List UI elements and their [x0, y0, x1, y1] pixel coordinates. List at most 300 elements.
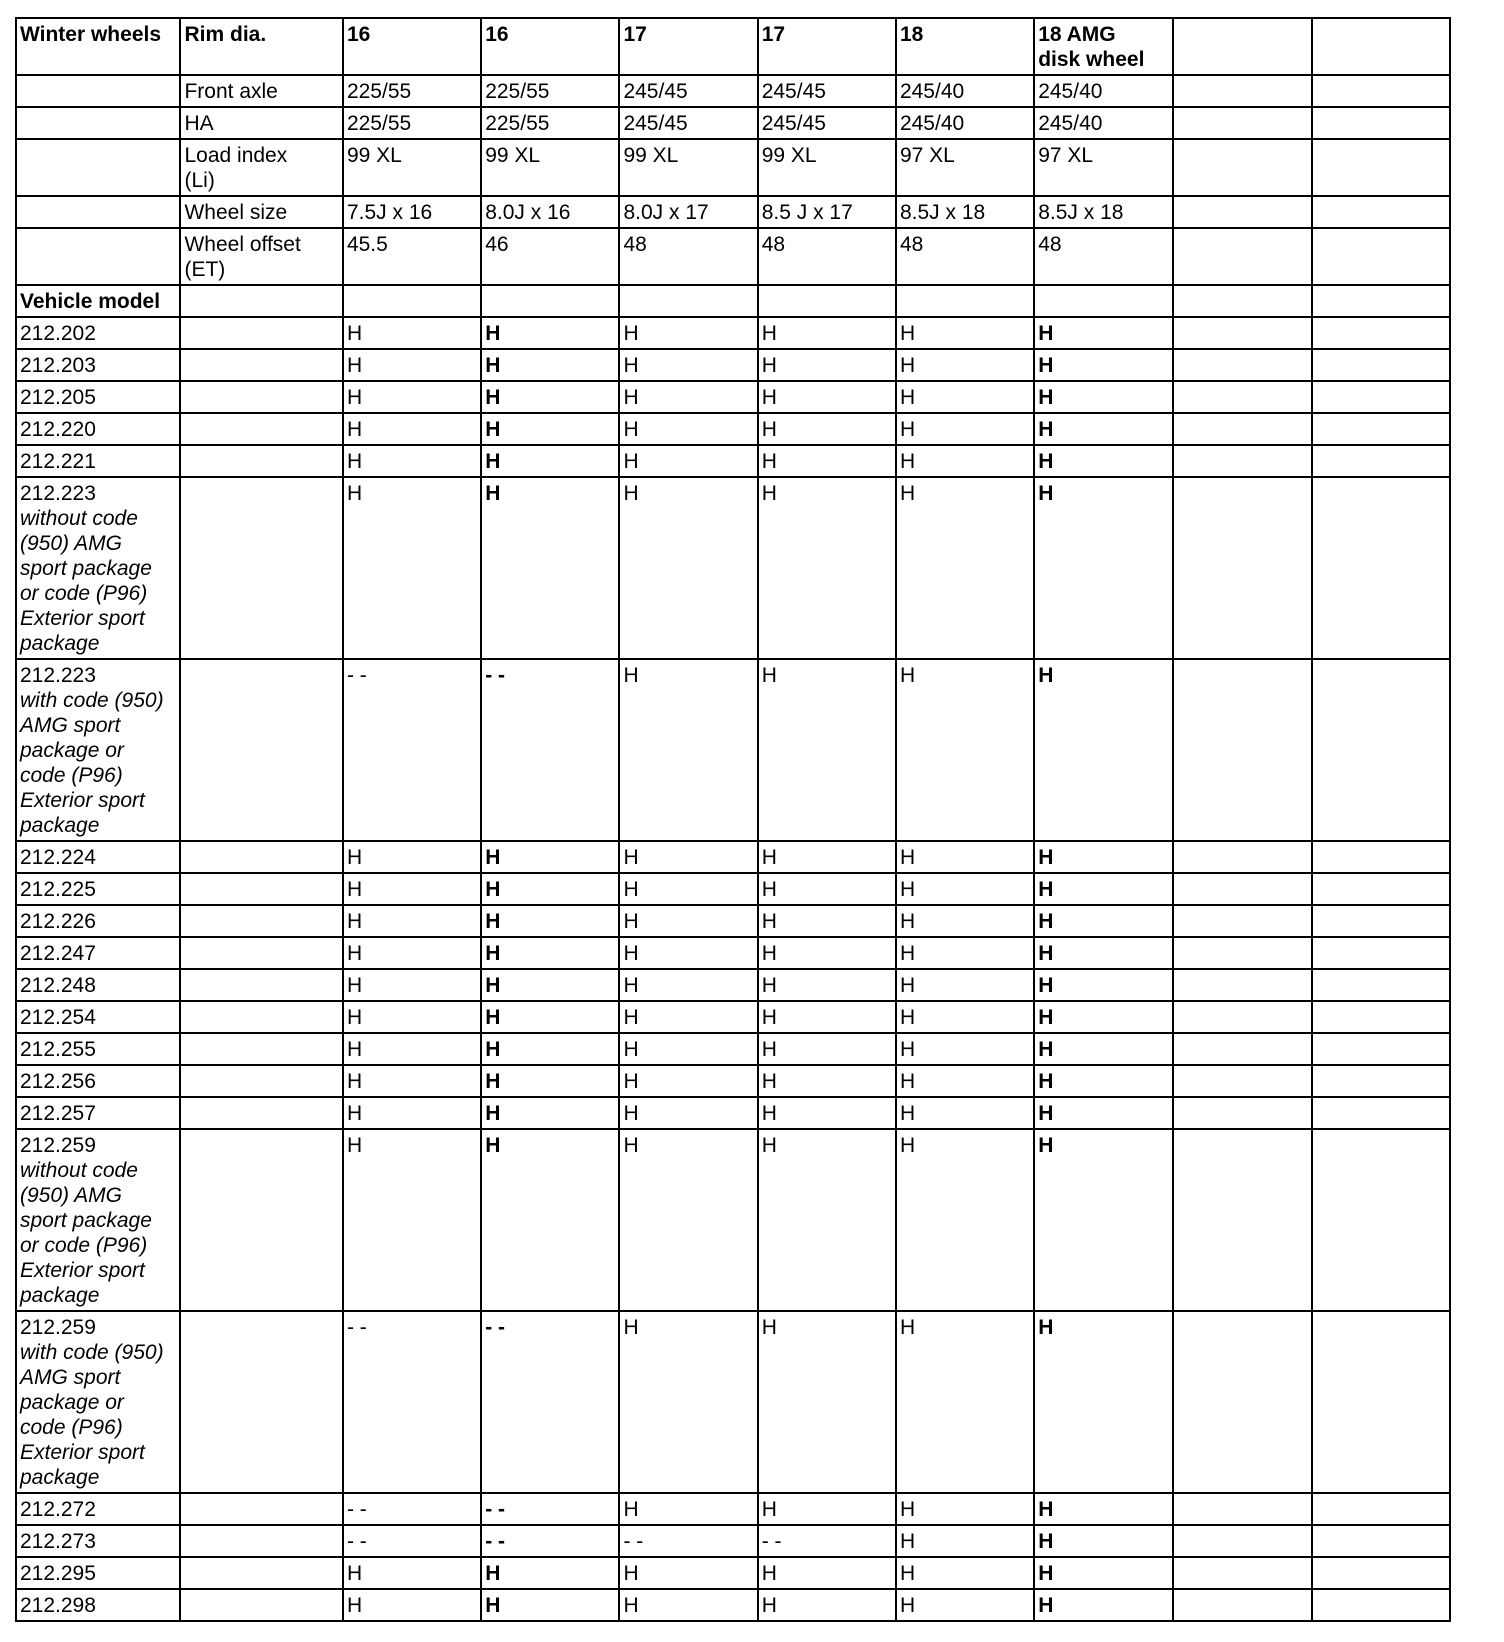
- fitment-cell: H: [343, 1097, 481, 1129]
- table-row: [16, 349, 1450, 381]
- model-number: 212.220: [20, 418, 96, 441]
- spec-value: [1312, 75, 1450, 107]
- rim-size-cell: 16: [343, 18, 481, 75]
- rim-size-cell: 17: [619, 18, 757, 75]
- fitment-cell: H: [619, 1589, 757, 1621]
- fitment-cell: [1173, 445, 1311, 477]
- fitment-cell: H: [619, 317, 757, 349]
- table-row: [16, 445, 1450, 477]
- model-number: 212.257: [20, 1102, 96, 1125]
- spec-value: 45.5: [343, 228, 481, 285]
- model-number: 212.256: [20, 1070, 96, 1093]
- fitment-cell: [1312, 905, 1450, 937]
- fitment-cell: H: [481, 969, 619, 1001]
- fitment-cell: H: [619, 413, 757, 445]
- spec-value: 48: [896, 228, 1034, 285]
- empty-cell: [180, 1033, 342, 1065]
- fitment-cell: [1173, 1557, 1311, 1589]
- table-row: [16, 381, 1450, 413]
- empty-cell: [180, 1311, 342, 1493]
- table-title: Winter wheels: [16, 18, 180, 75]
- vehicle-model-cell: [16, 659, 180, 841]
- fitment-cell: H: [896, 969, 1034, 1001]
- fitment-cell: H: [481, 1097, 619, 1129]
- empty-cell: [180, 1525, 342, 1557]
- empty-cell: [180, 1589, 342, 1621]
- fitment-cell: [1312, 445, 1450, 477]
- fitment-cell: H: [758, 1589, 896, 1621]
- fitment-cell: H: [481, 477, 619, 659]
- fitment-cell: [1173, 1097, 1311, 1129]
- fitment-cell: H: [1034, 381, 1173, 413]
- fitment-cell: H: [619, 659, 757, 841]
- spec-value: [1312, 228, 1450, 285]
- fitment-cell: H: [896, 937, 1034, 969]
- empty-cell: [180, 317, 342, 349]
- fitment-cell: [1312, 659, 1450, 841]
- fitment-cell: H: [343, 349, 481, 381]
- fitment-cell: [1312, 841, 1450, 873]
- spec-value: 99 XL: [481, 139, 619, 196]
- fitment-cell: [1173, 317, 1311, 349]
- fitment-cell: H: [896, 381, 1034, 413]
- empty-cell: [180, 1493, 342, 1525]
- fitment-cell: H: [619, 969, 757, 1001]
- spec-value: 245/40: [1034, 75, 1173, 107]
- model-number: 212.259: [20, 1316, 96, 1339]
- spec-value: 225/55: [343, 107, 481, 139]
- empty-cell: [1034, 285, 1173, 317]
- vehicle-model-cell: [16, 937, 180, 969]
- fitment-cell: [1173, 937, 1311, 969]
- rim-size-cell: 17: [758, 18, 896, 75]
- table-row: [16, 1065, 1450, 1097]
- fitment-cell: H: [619, 349, 757, 381]
- table-row: [16, 1129, 1450, 1311]
- fitment-cell: H: [896, 1129, 1034, 1311]
- spec-label: Front axle: [180, 75, 342, 107]
- rim-size-cell: [1173, 18, 1311, 75]
- fitment-cell: - -: [758, 1525, 896, 1557]
- fitment-cell: H: [619, 873, 757, 905]
- fitment-cell: H: [343, 1065, 481, 1097]
- fitment-cell: - -: [619, 1525, 757, 1557]
- empty-cell: [896, 285, 1034, 317]
- empty-cell: [180, 969, 342, 1001]
- fitment-cell: H: [758, 841, 896, 873]
- fitment-cell: H: [758, 659, 896, 841]
- spec-value: 245/40: [896, 107, 1034, 139]
- fitment-cell: [1312, 1557, 1450, 1589]
- fitment-cell: [1173, 381, 1311, 413]
- model-number: 212.224: [20, 846, 96, 869]
- fitment-cell: H: [481, 1129, 619, 1311]
- empty-cell: [481, 285, 619, 317]
- fitment-cell: [1312, 413, 1450, 445]
- fitment-cell: [1173, 1065, 1311, 1097]
- fitment-cell: H: [758, 381, 896, 413]
- vehicle-model-cell: [16, 317, 180, 349]
- model-number: 212.295: [20, 1562, 96, 1585]
- fitment-cell: H: [481, 873, 619, 905]
- spec-value: 225/55: [481, 75, 619, 107]
- vehicle-model-cell: [16, 349, 180, 381]
- spec-row: [16, 139, 1450, 196]
- fitment-cell: H: [343, 905, 481, 937]
- spec-label: Load index (Li): [180, 139, 342, 196]
- model-number: 212.259: [20, 1134, 96, 1157]
- spec-value: [1312, 139, 1450, 196]
- table-row: [16, 413, 1450, 445]
- fitment-cell: H: [481, 937, 619, 969]
- empty-cell: [180, 1557, 342, 1589]
- fitment-cell: H: [481, 1033, 619, 1065]
- vehicle-model-header-row: [16, 285, 1450, 317]
- fitment-cell: H: [758, 1493, 896, 1525]
- vehicle-model-cell: [16, 445, 180, 477]
- spec-value: 225/55: [343, 75, 481, 107]
- empty-cell: [1312, 285, 1450, 317]
- model-number: 212.226: [20, 910, 96, 933]
- model-number: 212.272: [20, 1498, 96, 1521]
- table-row: [16, 873, 1450, 905]
- fitment-cell: H: [896, 1311, 1034, 1493]
- empty-cell: [180, 285, 342, 317]
- fitment-cell: H: [896, 1001, 1034, 1033]
- fitment-cell: [1312, 349, 1450, 381]
- spec-value: 8.5J x 18: [1034, 196, 1173, 228]
- model-note: with code (950) AMG sport package or code (P96) Exterior sport package: [20, 1341, 164, 1489]
- spec-label: Wheel offset (ET): [180, 228, 342, 285]
- fitment-cell: H: [896, 1525, 1034, 1557]
- table-row: [16, 937, 1450, 969]
- fitment-cell: [1173, 349, 1311, 381]
- fitment-cell: H: [896, 841, 1034, 873]
- fitment-cell: H: [758, 445, 896, 477]
- table-row: [16, 1525, 1450, 1557]
- spec-label: Wheel size: [180, 196, 342, 228]
- fitment-cell: [1173, 1311, 1311, 1493]
- fitment-cell: [1173, 477, 1311, 659]
- fitment-cell: H: [896, 1065, 1034, 1097]
- fitment-cell: H: [758, 873, 896, 905]
- spec-value: 7.5J x 16: [343, 196, 481, 228]
- fitment-cell: H: [758, 1033, 896, 1065]
- rim-size-cell: 18: [896, 18, 1034, 75]
- fitment-cell: H: [481, 381, 619, 413]
- model-number: 212.202: [20, 322, 96, 345]
- fitment-cell: H: [481, 317, 619, 349]
- empty-cell: [180, 477, 342, 659]
- fitment-cell: - -: [343, 1493, 481, 1525]
- spec-row: [16, 75, 1450, 107]
- model-number: 212.225: [20, 878, 96, 901]
- table-row: [16, 1311, 1450, 1493]
- table-row: [16, 1557, 1450, 1589]
- fitment-cell: - -: [481, 1493, 619, 1525]
- table-row: [16, 1097, 1450, 1129]
- empty-cell: [180, 1001, 342, 1033]
- rim-size-cell: 16: [481, 18, 619, 75]
- fitment-cell: H: [481, 445, 619, 477]
- vehicle-model-cell: [16, 873, 180, 905]
- fitment-cell: H: [619, 477, 757, 659]
- fitment-cell: H: [758, 905, 896, 937]
- spec-value: [1173, 107, 1311, 139]
- empty-cell: [16, 107, 180, 139]
- fitment-cell: H: [758, 477, 896, 659]
- fitment-cell: [1173, 873, 1311, 905]
- fitment-cell: H: [758, 413, 896, 445]
- fitment-cell: H: [896, 905, 1034, 937]
- fitment-cell: H: [1034, 413, 1173, 445]
- empty-cell: [180, 349, 342, 381]
- spec-value: [1173, 139, 1311, 196]
- fitment-cell: H: [619, 1097, 757, 1129]
- vehicle-model-cell: [16, 1311, 180, 1493]
- fitment-cell: H: [758, 1065, 896, 1097]
- fitment-cell: H: [343, 873, 481, 905]
- fitment-cell: H: [1034, 1065, 1173, 1097]
- fitment-cell: H: [1034, 873, 1173, 905]
- fitment-cell: - -: [343, 1311, 481, 1493]
- model-number: 212.254: [20, 1006, 96, 1029]
- fitment-cell: [1173, 1493, 1311, 1525]
- empty-cell: [180, 905, 342, 937]
- spec-value: 99 XL: [758, 139, 896, 196]
- model-number: 212.203: [20, 354, 96, 377]
- empty-cell: [758, 285, 896, 317]
- fitment-cell: H: [1034, 349, 1173, 381]
- fitment-cell: [1173, 659, 1311, 841]
- vehicle-model-cell: [16, 1033, 180, 1065]
- fitment-cell: H: [1034, 1097, 1173, 1129]
- empty-cell: [180, 381, 342, 413]
- fitment-cell: H: [619, 445, 757, 477]
- spec-row: [16, 107, 1450, 139]
- empty-cell: [180, 659, 342, 841]
- table-row: [16, 969, 1450, 1001]
- model-number: 212.273: [20, 1530, 96, 1553]
- vehicle-model-cell: [16, 381, 180, 413]
- vehicle-model-cell: [16, 969, 180, 1001]
- fitment-cell: [1173, 1129, 1311, 1311]
- fitment-cell: H: [758, 349, 896, 381]
- empty-cell: [343, 285, 481, 317]
- rim-dia-label: Rim dia.: [180, 18, 342, 75]
- fitment-cell: H: [896, 413, 1034, 445]
- model-number: 212.247: [20, 942, 96, 965]
- fitment-cell: H: [1034, 1001, 1173, 1033]
- spec-value: 8.5J x 18: [896, 196, 1034, 228]
- spec-value: 245/45: [758, 75, 896, 107]
- fitment-cell: [1173, 1525, 1311, 1557]
- fitment-cell: [1312, 1065, 1450, 1097]
- fitment-cell: H: [896, 349, 1034, 381]
- fitment-cell: H: [758, 317, 896, 349]
- vehicle-model-label: Vehicle model: [16, 285, 180, 317]
- rim-size-cell: [1312, 18, 1450, 75]
- fitment-cell: H: [619, 841, 757, 873]
- header-row: [16, 18, 1450, 75]
- model-number: 212.298: [20, 1594, 96, 1617]
- empty-cell: [16, 139, 180, 196]
- empty-cell: [180, 937, 342, 969]
- fitment-cell: [1312, 381, 1450, 413]
- fitment-cell: H: [619, 1033, 757, 1065]
- fitment-cell: H: [619, 1311, 757, 1493]
- fitment-cell: H: [1034, 1557, 1173, 1589]
- fitment-cell: H: [343, 1557, 481, 1589]
- fitment-cell: H: [343, 1001, 481, 1033]
- fitment-cell: H: [896, 477, 1034, 659]
- fitment-cell: H: [896, 1493, 1034, 1525]
- fitment-cell: [1312, 1097, 1450, 1129]
- spec-value: 245/45: [619, 75, 757, 107]
- fitment-cell: H: [343, 841, 481, 873]
- empty-cell: [180, 1129, 342, 1311]
- fitment-cell: H: [481, 349, 619, 381]
- fitment-cell: H: [481, 905, 619, 937]
- model-number: 212.221: [20, 450, 96, 473]
- fitment-cell: H: [1034, 905, 1173, 937]
- fitment-cell: H: [758, 1557, 896, 1589]
- spec-value: [1173, 228, 1311, 285]
- fitment-cell: H: [619, 1493, 757, 1525]
- fitment-cell: H: [896, 1589, 1034, 1621]
- fitment-cell: H: [619, 1001, 757, 1033]
- spec-row: [16, 228, 1450, 285]
- fitment-cell: H: [1034, 1129, 1173, 1311]
- fitment-cell: H: [1034, 659, 1173, 841]
- empty-cell: [180, 873, 342, 905]
- model-note: with code (950) AMG sport package or code (P96) Exterior sport package: [20, 689, 164, 837]
- spec-label: HA: [180, 107, 342, 139]
- model-number: 212.255: [20, 1038, 96, 1061]
- fitment-cell: [1173, 1001, 1311, 1033]
- fitment-cell: - -: [481, 1525, 619, 1557]
- model-number: 212.248: [20, 974, 96, 997]
- fitment-cell: [1312, 969, 1450, 1001]
- fitment-cell: H: [619, 937, 757, 969]
- spec-value: 99 XL: [343, 139, 481, 196]
- spec-value: 8.0J x 17: [619, 196, 757, 228]
- fitment-cell: [1173, 1033, 1311, 1065]
- fitment-cell: H: [343, 381, 481, 413]
- fitment-cell: [1312, 937, 1450, 969]
- fitment-cell: H: [481, 413, 619, 445]
- empty-cell: [180, 445, 342, 477]
- fitment-cell: H: [619, 905, 757, 937]
- fitment-cell: [1173, 841, 1311, 873]
- fitment-cell: [1312, 1493, 1450, 1525]
- empty-cell: [180, 413, 342, 445]
- fitment-cell: H: [343, 1129, 481, 1311]
- table-row: [16, 477, 1450, 659]
- fitment-cell: H: [896, 1097, 1034, 1129]
- empty-cell: [1173, 285, 1311, 317]
- fitment-cell: - -: [343, 1525, 481, 1557]
- fitment-cell: H: [1034, 1589, 1173, 1621]
- spec-value: 245/45: [619, 107, 757, 139]
- vehicle-model-cell: [16, 477, 180, 659]
- fitment-cell: [1173, 969, 1311, 1001]
- fitment-cell: [1312, 1001, 1450, 1033]
- spec-value: 46: [481, 228, 619, 285]
- fitment-cell: H: [896, 873, 1034, 905]
- vehicle-model-cell: [16, 1065, 180, 1097]
- vehicle-model-cell: [16, 1097, 180, 1129]
- fitment-cell: H: [1034, 841, 1173, 873]
- fitment-cell: [1173, 905, 1311, 937]
- spec-value: 48: [1034, 228, 1173, 285]
- table-row: [16, 905, 1450, 937]
- fitment-cell: H: [1034, 1033, 1173, 1065]
- fitment-cell: H: [619, 1557, 757, 1589]
- empty-cell: [180, 841, 342, 873]
- spec-row: [16, 196, 1450, 228]
- fitment-cell: [1173, 413, 1311, 445]
- vehicle-model-cell: [16, 1493, 180, 1525]
- table-row: [16, 1033, 1450, 1065]
- spec-value: 245/45: [758, 107, 896, 139]
- table-row: [16, 317, 1450, 349]
- fitment-cell: [1312, 317, 1450, 349]
- fitment-cell: H: [343, 969, 481, 1001]
- fitment-cell: H: [896, 317, 1034, 349]
- model-note: without code (950) AMG sport package or code (P96) Exterior sport package: [20, 1159, 152, 1307]
- spec-value: [1173, 75, 1311, 107]
- empty-cell: [16, 75, 180, 107]
- spec-value: 225/55: [481, 107, 619, 139]
- vehicle-model-cell: [16, 1525, 180, 1557]
- table-row: [16, 1493, 1450, 1525]
- vehicle-model-cell: [16, 1129, 180, 1311]
- fitment-cell: H: [896, 445, 1034, 477]
- vehicle-model-cell: [16, 1589, 180, 1621]
- spec-value: 245/40: [896, 75, 1034, 107]
- fitment-cell: H: [619, 1129, 757, 1311]
- fitment-cell: [1312, 873, 1450, 905]
- fitment-cell: H: [896, 1557, 1034, 1589]
- vehicle-model-cell: [16, 413, 180, 445]
- fitment-cell: - -: [343, 659, 481, 841]
- empty-cell: [619, 285, 757, 317]
- model-number: 212.223: [20, 664, 96, 687]
- spec-value: 48: [758, 228, 896, 285]
- model-number: 212.223: [20, 482, 96, 505]
- fitment-cell: H: [1034, 1493, 1173, 1525]
- fitment-cell: H: [481, 1557, 619, 1589]
- fitment-cell: - -: [481, 659, 619, 841]
- fitment-cell: [1173, 1589, 1311, 1621]
- model-note: without code (950) AMG sport package or code (P96) Exterior sport package: [20, 507, 152, 655]
- vehicle-model-cell: [16, 905, 180, 937]
- vehicle-model-cell: [16, 1001, 180, 1033]
- fitment-cell: H: [758, 969, 896, 1001]
- fitment-cell: H: [481, 1065, 619, 1097]
- spec-value: 245/40: [1034, 107, 1173, 139]
- winter-wheels-table: [15, 17, 1451, 1622]
- table-row: [16, 1001, 1450, 1033]
- fitment-cell: H: [343, 413, 481, 445]
- fitment-cell: H: [758, 1311, 896, 1493]
- fitment-cell: H: [758, 1001, 896, 1033]
- fitment-cell: [1312, 1525, 1450, 1557]
- fitment-cell: H: [343, 1589, 481, 1621]
- spec-value: 8.5 J x 17: [758, 196, 896, 228]
- fitment-cell: H: [1034, 445, 1173, 477]
